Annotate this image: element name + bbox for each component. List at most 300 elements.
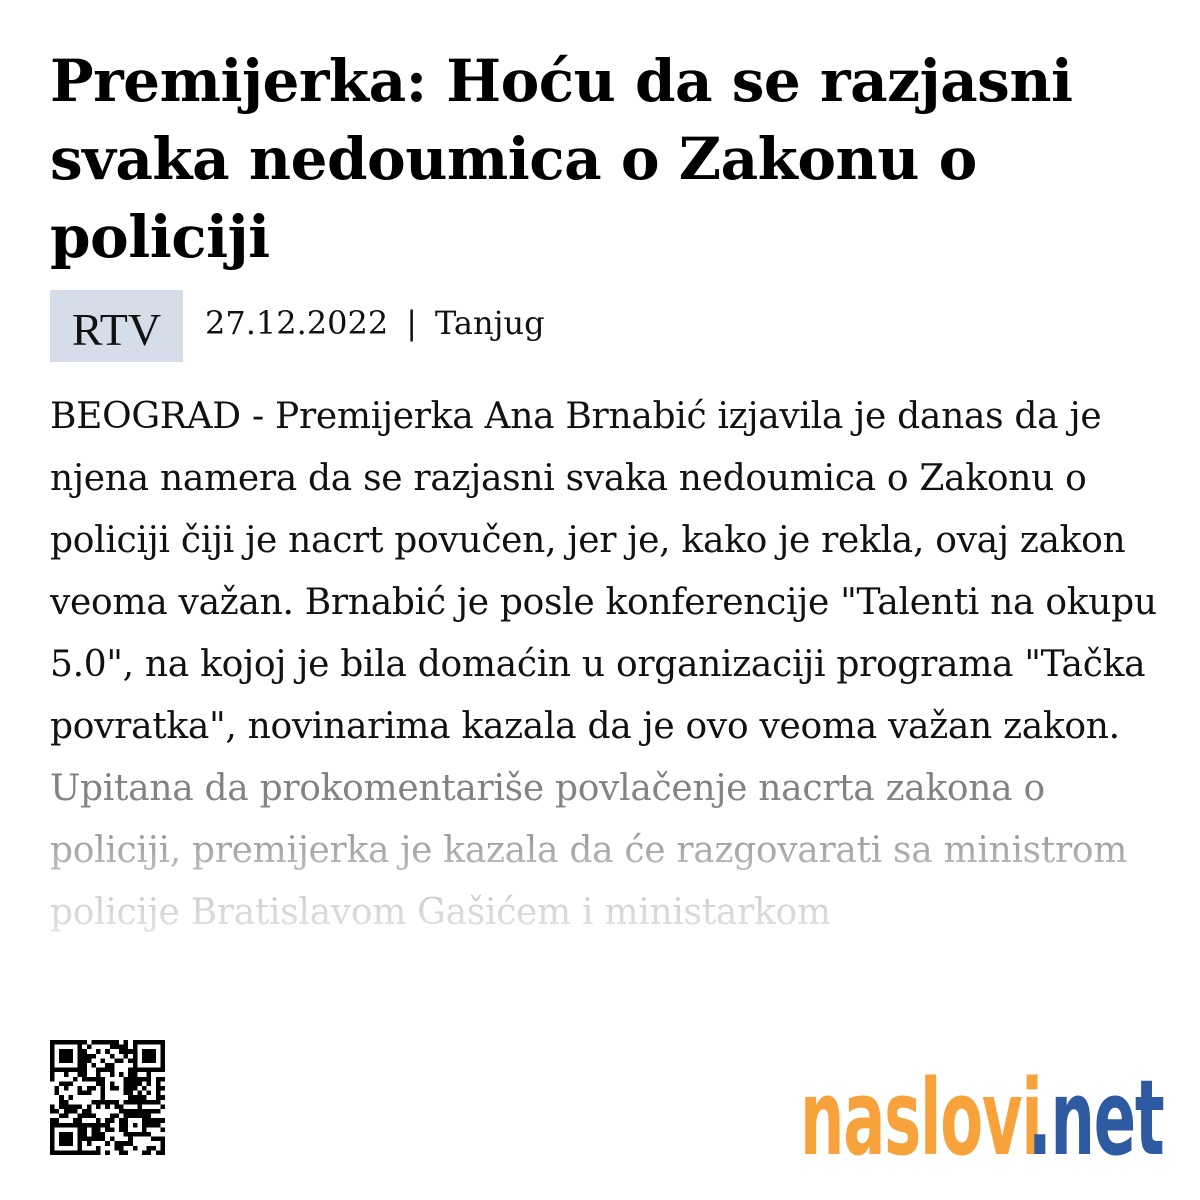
qr-module (96, 1040, 101, 1045)
qr-module (110, 1114, 115, 1119)
qr-module (147, 1150, 152, 1155)
qr-module (59, 1123, 64, 1128)
qr-module (64, 1068, 69, 1073)
qr-module (64, 1072, 69, 1077)
qr-module (91, 1054, 96, 1059)
qr-module (91, 1132, 96, 1137)
qr-module (82, 1040, 87, 1045)
qr-module (147, 1123, 152, 1128)
qr-module (73, 1104, 78, 1109)
qr-module (142, 1040, 147, 1045)
qr-module (110, 1063, 115, 1068)
qr-module (105, 1127, 110, 1132)
qr-module (156, 1081, 161, 1086)
qr-module (50, 1077, 55, 1082)
qr-module (124, 1100, 129, 1105)
qr-module (160, 1058, 165, 1063)
qr-module (114, 1141, 119, 1146)
qr-module (78, 1068, 83, 1073)
qr-module (59, 1141, 64, 1146)
qr-module (119, 1118, 124, 1123)
qr-module (133, 1095, 138, 1100)
qr-module (55, 1068, 60, 1073)
qr-module (96, 1100, 101, 1105)
qr-module (151, 1137, 156, 1142)
qr-module (133, 1123, 138, 1128)
qr-module (156, 1109, 161, 1114)
qr-module (147, 1049, 152, 1054)
qr-module (128, 1100, 133, 1105)
qr-module (50, 1040, 55, 1045)
article-agency: Tanjug (435, 304, 545, 342)
qr-module (147, 1072, 152, 1077)
qr-module (142, 1150, 147, 1155)
qr-module (151, 1058, 156, 1063)
qr-module (105, 1100, 110, 1105)
qr-module (137, 1068, 142, 1073)
qr-module (156, 1040, 161, 1045)
qr-module (105, 1150, 110, 1155)
qr-module (101, 1068, 106, 1073)
qr-module (119, 1141, 124, 1146)
qr-module (119, 1123, 124, 1128)
qr-module (133, 1086, 138, 1091)
qr-module (137, 1091, 142, 1096)
qr-module (137, 1104, 142, 1109)
qr-module (137, 1077, 142, 1082)
naslovi-net-logo[interactable] (800, 1062, 1165, 1172)
qr-module (50, 1123, 55, 1128)
qr-module (160, 1127, 165, 1132)
qr-module (133, 1063, 138, 1068)
qr-module (59, 1104, 64, 1109)
qr-module (55, 1118, 60, 1123)
qr-module (55, 1123, 60, 1128)
qr-module (78, 1058, 83, 1063)
qr-module (160, 1068, 165, 1073)
qr-module (160, 1077, 165, 1082)
qr-module (64, 1114, 69, 1119)
qr-module (101, 1100, 106, 1105)
qr-module (156, 1118, 161, 1123)
qr-module (151, 1100, 156, 1105)
qr-module (64, 1040, 69, 1045)
qr-module (64, 1058, 69, 1063)
qr-module (87, 1045, 92, 1050)
qr-module (114, 1146, 119, 1151)
qr-module (147, 1054, 152, 1059)
qr-module (82, 1109, 87, 1114)
qr-module (50, 1137, 55, 1142)
qr-module (91, 1137, 96, 1142)
qr-module (50, 1127, 55, 1132)
qr-module (50, 1118, 55, 1123)
qr-module (133, 1054, 138, 1059)
qr-module (147, 1077, 152, 1082)
qr-module (142, 1068, 147, 1073)
qr-module (96, 1081, 101, 1086)
qr-module (50, 1150, 55, 1155)
qr-module (147, 1058, 152, 1063)
qr-module (64, 1132, 69, 1137)
qr-module (124, 1091, 129, 1096)
qr-module (147, 1040, 152, 1045)
qr-module (105, 1104, 110, 1109)
qr-module (110, 1072, 115, 1077)
qr-module (142, 1086, 147, 1091)
qr-module (124, 1077, 129, 1082)
qr-module (119, 1049, 124, 1054)
qr-module (64, 1150, 69, 1155)
qr-module (124, 1118, 129, 1123)
qr-module (124, 1132, 129, 1137)
qr-module (50, 1132, 55, 1137)
svg-text:naslovi: naslovi (800, 1062, 1042, 1172)
qr-module (68, 1137, 73, 1142)
qr-module (82, 1054, 87, 1059)
qr-module (96, 1150, 101, 1155)
qr-module (133, 1114, 138, 1119)
qr-module (91, 1063, 96, 1068)
qr-module (50, 1104, 55, 1109)
qr-module (96, 1072, 101, 1077)
qr-module (151, 1054, 156, 1059)
qr-module (64, 1086, 69, 1091)
article-date: 27.12.2022 (205, 304, 389, 342)
qr-module (64, 1054, 69, 1059)
qr-module (87, 1141, 92, 1146)
qr-module (73, 1068, 78, 1073)
qr-module (133, 1040, 138, 1045)
qr-module (50, 1141, 55, 1146)
qr-module (59, 1100, 64, 1105)
qr-module (59, 1150, 64, 1155)
qr-module (137, 1081, 142, 1086)
svg-text:.net: .net (1028, 1062, 1164, 1172)
qr-module (124, 1054, 129, 1059)
qr-module (68, 1095, 73, 1100)
qr-module (78, 1132, 83, 1137)
qr-module (110, 1100, 115, 1105)
qr-module (64, 1100, 69, 1105)
qr-module (101, 1091, 106, 1096)
qr-module (137, 1040, 142, 1045)
qr-module (137, 1114, 142, 1119)
qr-module (50, 1063, 55, 1068)
qr-module (151, 1109, 156, 1114)
qr-module (151, 1123, 156, 1128)
qr-module (128, 1086, 133, 1091)
qr-module (110, 1137, 115, 1142)
qr-module (101, 1077, 106, 1082)
qr-module (50, 1109, 55, 1114)
qr-module (78, 1118, 83, 1123)
qr-module (68, 1104, 73, 1109)
meta-details (205, 304, 545, 342)
qr-module (147, 1146, 152, 1151)
qr-module (59, 1137, 64, 1142)
qr-module (119, 1045, 124, 1050)
qr-module (133, 1132, 138, 1137)
qr-module (160, 1146, 165, 1151)
qr-module (160, 1054, 165, 1059)
qr-module (87, 1114, 92, 1119)
qr-module (73, 1040, 78, 1045)
qr-module (133, 1058, 138, 1063)
qr-module (59, 1114, 64, 1119)
qr-module (73, 1118, 78, 1123)
qr-module (78, 1072, 83, 1077)
qr-module (87, 1137, 92, 1142)
qr-module (119, 1109, 124, 1114)
qr-module (64, 1141, 69, 1146)
qr-module (128, 1109, 133, 1114)
qr-module (110, 1045, 115, 1050)
qr-module (156, 1123, 161, 1128)
qr-module (91, 1150, 96, 1155)
qr-module (82, 1114, 87, 1119)
qr-module (101, 1086, 106, 1091)
qr-module (82, 1072, 87, 1077)
qr-module (124, 1081, 129, 1086)
qr-module (105, 1141, 110, 1146)
qr-module (87, 1077, 92, 1082)
qr-module (142, 1054, 147, 1059)
source-badge[interactable]: RTV (50, 290, 183, 362)
qr-module (151, 1068, 156, 1073)
qr-module (147, 1081, 152, 1086)
qr-module (78, 1127, 83, 1132)
qr-module (82, 1132, 87, 1137)
qr-module (59, 1049, 64, 1054)
qr-module (110, 1118, 115, 1123)
qr-module (59, 1040, 64, 1045)
qr-module (59, 1132, 64, 1137)
qr-module (68, 1109, 73, 1114)
qr-module (133, 1077, 138, 1082)
qr-module (142, 1100, 147, 1105)
qr-module (124, 1141, 129, 1146)
qr-module (91, 1086, 96, 1091)
article-body (50, 386, 1160, 1006)
qr-module (124, 1049, 129, 1054)
qr-module (82, 1127, 87, 1132)
qr-module (114, 1086, 119, 1091)
qr-module (96, 1118, 101, 1123)
qr-module (137, 1100, 142, 1105)
qr-module (82, 1049, 87, 1054)
qr-module (87, 1058, 92, 1063)
qr-module (68, 1123, 73, 1128)
qr-module (87, 1109, 92, 1114)
qr-module (142, 1118, 147, 1123)
qr-module (68, 1150, 73, 1155)
qr-module (142, 1077, 147, 1082)
qr-module (105, 1123, 110, 1128)
qr-module (101, 1132, 106, 1137)
qr-module (78, 1150, 83, 1155)
qr-module (64, 1123, 69, 1128)
qr-module (156, 1091, 161, 1096)
qr-module (82, 1058, 87, 1063)
qr-module (101, 1058, 106, 1063)
qr-module (87, 1091, 92, 1096)
qr-module (110, 1054, 115, 1059)
qr-module (160, 1104, 165, 1109)
qr-module (68, 1081, 73, 1086)
qr-module (156, 1068, 161, 1073)
qr-module (68, 1040, 73, 1045)
qr-module (78, 1040, 83, 1045)
qr-module (128, 1132, 133, 1137)
qr-module (50, 1045, 55, 1050)
qr-module (114, 1104, 119, 1109)
qr-module (96, 1127, 101, 1132)
qr-module (114, 1100, 119, 1105)
qr-module (101, 1040, 106, 1045)
qr-module (137, 1109, 142, 1114)
qr-module (59, 1058, 64, 1063)
qr-module (124, 1040, 129, 1045)
qr-module (128, 1141, 133, 1146)
qr-module (147, 1100, 152, 1105)
qr-module (101, 1081, 106, 1086)
qr-module (160, 1086, 165, 1091)
qr-module (82, 1137, 87, 1142)
qr-module (105, 1040, 110, 1045)
qr-module (128, 1077, 133, 1082)
qr-module (64, 1081, 69, 1086)
qr-module (128, 1072, 133, 1077)
qr-module (50, 1049, 55, 1054)
qr-module (91, 1114, 96, 1119)
qr-module (151, 1040, 156, 1045)
qr-module (96, 1132, 101, 1137)
qr-module (133, 1146, 138, 1151)
qr-module (133, 1045, 138, 1050)
qr-module (96, 1123, 101, 1128)
qr-module (110, 1081, 115, 1086)
qr-module (82, 1068, 87, 1073)
qr-module (50, 1146, 55, 1151)
qr-module (147, 1109, 152, 1114)
qr-module (128, 1058, 133, 1063)
qr-module (78, 1091, 83, 1096)
qr-module (87, 1104, 92, 1109)
qr-module (68, 1054, 73, 1059)
article-headline: Premijerka: Hoću da se razjasni svaka nedoumica o Zakonu o policiji (50, 47, 1073, 271)
qr-module (128, 1049, 133, 1054)
qr-module (68, 1049, 73, 1054)
qr-module (78, 1104, 83, 1109)
qr-module (78, 1137, 83, 1142)
qr-module (105, 1063, 110, 1068)
qr-module (50, 1054, 55, 1059)
qr-module (78, 1049, 83, 1054)
article-paragraph-faded: Upitana da prokomentariše povlačenje nacrta zakona o policiji, premijerka je kazala da će razgovarati sa ministrom policije Bratislavom Gašićem i ministarkom (50, 758, 1160, 944)
qr-module (133, 1100, 138, 1105)
qr-module (73, 1077, 78, 1082)
qr-module (91, 1127, 96, 1132)
qr-module (151, 1118, 156, 1123)
qr-module (78, 1086, 83, 1091)
qr-module (156, 1100, 161, 1105)
qr-module (64, 1109, 69, 1114)
qr-code-icon (50, 1040, 165, 1155)
qr-module (147, 1132, 152, 1137)
qr-module (156, 1095, 161, 1100)
qr-module (119, 1058, 124, 1063)
qr-module (59, 1095, 64, 1100)
qr-module (156, 1137, 161, 1142)
qr-module (114, 1040, 119, 1045)
qr-module (59, 1054, 64, 1059)
qr-module (87, 1054, 92, 1059)
qr-module (124, 1109, 129, 1114)
qr-module (160, 1045, 165, 1050)
qr-module (142, 1049, 147, 1054)
qr-module (96, 1104, 101, 1109)
qr-module (78, 1146, 83, 1151)
qr-module (147, 1114, 152, 1119)
qr-module (156, 1086, 161, 1091)
qr-module (87, 1150, 92, 1155)
qr-module (87, 1086, 92, 1091)
qr-module (64, 1049, 69, 1054)
qr-module (78, 1045, 83, 1050)
qr-module (68, 1058, 73, 1063)
qr-module (91, 1077, 96, 1082)
qr-module (124, 1150, 129, 1155)
qr-module (50, 1058, 55, 1063)
qr-module (101, 1137, 106, 1142)
qr-module (55, 1040, 60, 1045)
qr-module (128, 1095, 133, 1100)
qr-module (142, 1127, 147, 1132)
qr-module (64, 1104, 69, 1109)
qr-module (151, 1146, 156, 1151)
qr-module (96, 1137, 101, 1142)
qr-module (91, 1040, 96, 1045)
qr-module (68, 1132, 73, 1137)
qr-module (124, 1123, 129, 1128)
qr-module (142, 1109, 147, 1114)
qr-module (82, 1091, 87, 1096)
qr-module (82, 1150, 87, 1155)
qr-module (78, 1141, 83, 1146)
qr-module (105, 1068, 110, 1073)
qr-module (101, 1123, 106, 1128)
qr-module (110, 1086, 115, 1091)
qr-module (119, 1104, 124, 1109)
qr-module (96, 1146, 101, 1151)
qr-module (147, 1091, 152, 1096)
meta-separator: | (406, 304, 417, 342)
qr-module (50, 1068, 55, 1073)
qr-module (91, 1123, 96, 1128)
qr-module (142, 1058, 147, 1063)
qr-module (128, 1081, 133, 1086)
qr-module (78, 1114, 83, 1119)
qr-module (151, 1049, 156, 1054)
qr-module (128, 1137, 133, 1142)
qr-module (78, 1123, 83, 1128)
qr-module (82, 1077, 87, 1082)
qr-module (156, 1150, 161, 1155)
qr-module (78, 1054, 83, 1059)
qr-module (119, 1146, 124, 1151)
qr-module (91, 1100, 96, 1105)
